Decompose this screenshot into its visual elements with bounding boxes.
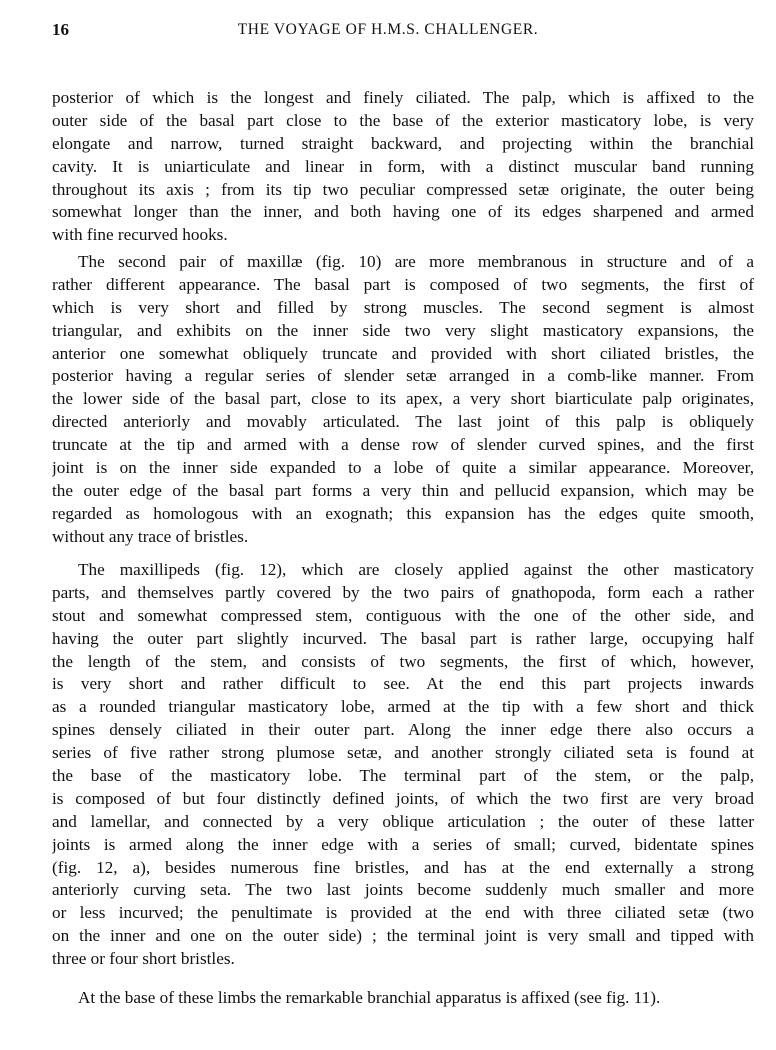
- page-number: 16: [52, 20, 69, 39]
- text-line: is very short and rather difficult to see. At the end this part projects inwards: [52, 674, 754, 694]
- text-line: posterior of which is the longest and finely ciliated. The palp, which is affixed to the: [52, 88, 754, 107]
- text-line: anteriorly curving seta. The two last joints become suddenly much smaller and more: [52, 880, 754, 900]
- text-line: directed anteriorly and movably articulated. The last joint of this palp is obliquely: [52, 412, 754, 432]
- text-line: and lamellar, and connected by a very oblique articulation ; the outer of these latter: [52, 811, 754, 831]
- text-line: stout and somewhat compressed stem, contiguous with the one of the other side, and: [52, 605, 754, 625]
- text-line: the length of the stem, and consists of two segments, the first of which, however,: [52, 651, 754, 671]
- text-line: posterior having a regular series of slender setæ arranged in a comb-like manner. From: [52, 366, 754, 386]
- text-line: as a rounded triangular masticatory lobe, armed at the tip with a few short and thick: [52, 697, 754, 717]
- text-line: spines densely ciliated in their outer part. Along the inner edge there also occurs a: [52, 720, 754, 740]
- text-line: somewhat longer than the inner, and both having one of its edges sharpened and armed: [52, 202, 754, 222]
- text-line: the lower side of the basal part, close to its apex, a very short biarticulate palp originates,: [52, 389, 754, 409]
- running-title: THE VOYAGE OF H.M.S. CHALLENGER.: [237, 21, 539, 38]
- text-line: is composed of but four distinctly defined joints, of which the two first are very broad: [52, 788, 754, 808]
- text-line: on the inner and one on the outer side) ; the terminal joint is very small and tipped with: [52, 926, 754, 946]
- text-line: with fine recurved hooks.: [52, 225, 228, 245]
- text-line: anterior one somewhat obliquely truncate and provided with short ciliated bristles, the: [52, 343, 754, 363]
- text-line: throughout its axis ; from its tip two peculiar compressed setæ originate, the outer being: [52, 179, 754, 199]
- text-line: At the base of these limbs the remarkable branchial apparatus is affixed (see fig. 11).: [78, 988, 661, 1007]
- text-line: three or four short bristles.: [52, 949, 235, 969]
- text-line: the base of the masticatory lobe. The terminal part of the stem, or the palp,: [52, 766, 754, 786]
- paragraph-1: [52, 87, 754, 247]
- text-line: The second pair of maxillæ (fig. 10) are more membranous in structure and of a: [78, 252, 754, 271]
- text-line: the outer edge of the basal part forms a very thin and pellucid expansion, which may be: [52, 480, 754, 500]
- text-line: truncate at the tip and armed with a dense row of slender curved spines, and the first: [52, 435, 754, 455]
- text-line: elongate and narrow, turned straight backward, and projecting within the branchial: [52, 133, 754, 153]
- text-line: outer side of the basal part close to the base of the exterior masticatory lobe, is very: [52, 110, 754, 130]
- text-line: having the outer part slightly incurved. The basal part is rather large, occupying half: [52, 628, 754, 648]
- text-line: joints is armed along the inner edge with a series of small; curved, bidentate spines: [52, 834, 754, 854]
- paragraph-3: [52, 559, 754, 971]
- text-line: regarded as homologous with an exognath; this expansion has the edges quite smooth,: [52, 503, 754, 523]
- text-line: The maxillipeds (fig. 12), which are closely applied against the other masticatory: [78, 560, 754, 579]
- text-line: without any trace of bristles.: [52, 526, 249, 546]
- text-line: which is very short and filled by strong muscles. The second segment is almost: [52, 297, 754, 317]
- text-line: triangular, and exhibits on the inner side two very slight masticatory expansions, the: [52, 320, 754, 340]
- text-line: joint is on the inner side expanded to a lobe of quite a similar appearance. Moreover,: [52, 458, 754, 478]
- paragraph-4: [52, 987, 754, 1010]
- paragraph-2: [52, 251, 754, 549]
- text-line: parts, and themselves partly covered by the two pairs of gnathopoda, form each a rather: [52, 582, 754, 602]
- text-line: series of five rather strong plumose setæ, and another strongly ciliated seta is found at: [52, 743, 754, 763]
- text-line: (fig. 12, a), besides numerous fine bristles, and has at the end externally a strong: [52, 857, 754, 877]
- text-line: rather different appearance. The basal part is composed of two segments, the first of: [52, 274, 754, 294]
- text-line: cavity. It is uniarticulate and linear in form, with a distinct muscular band running: [52, 156, 754, 176]
- running-header: [30, 20, 746, 44]
- text-line: or less incurved; the penultimate is provided at the end with three ciliated setæ (two: [52, 903, 754, 923]
